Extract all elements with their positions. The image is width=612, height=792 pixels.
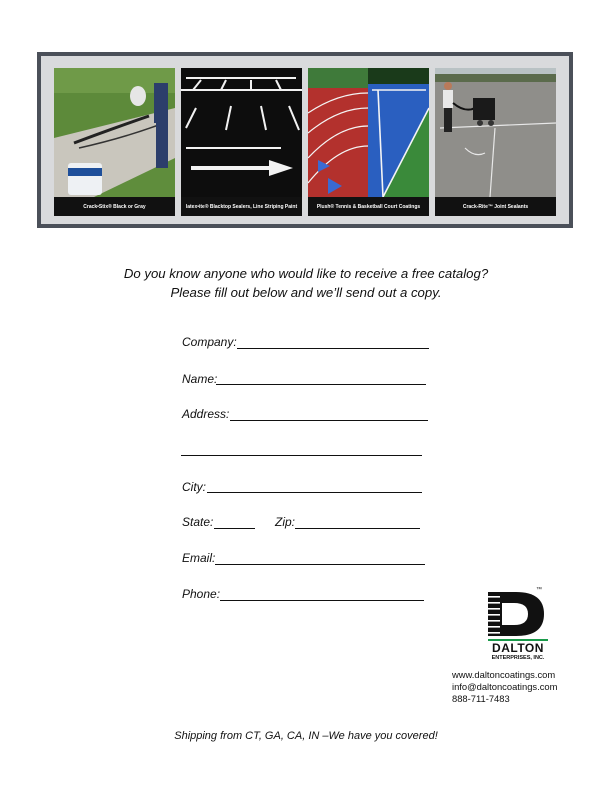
contact-email[interactable]: info@daltoncoatings.com <box>452 681 558 692</box>
panel-crack-rite <box>435 68 556 216</box>
headline-line1: Do you know anyone who would like to receive a free catalog? <box>123 266 489 281</box>
crack-filler-photo <box>54 68 175 197</box>
panel-caption: Plush® Tennis & Basketball Court Coatings <box>308 197 429 216</box>
headline-line2: Please fill out below and we’ll send out a copy. <box>170 285 442 300</box>
dalton-logo <box>486 587 550 662</box>
name-field[interactable] <box>216 384 426 385</box>
phone-label: Phone: <box>182 587 221 601</box>
zip-field[interactable] <box>295 528 420 529</box>
panel-caption: latex•ite® Blacktop Sealers, Line Striping Paint <box>181 197 302 216</box>
product-banner <box>37 52 573 228</box>
panel-plush <box>308 68 429 216</box>
company-field[interactable] <box>237 348 429 349</box>
email-label: Email: <box>182 551 216 565</box>
panel-crack-stix <box>54 68 175 216</box>
state-label: State: <box>182 515 214 529</box>
banner-inner <box>41 56 569 224</box>
logo-sub: ENTERPRISES, INC. <box>491 655 545 661</box>
logo-tm: ™ <box>536 587 542 593</box>
zip-label: Zip: <box>275 515 296 529</box>
phone-field[interactable] <box>220 600 424 601</box>
address-label: Address: <box>182 407 230 421</box>
city-label: City: <box>182 480 206 494</box>
joint-sealant-photo <box>435 68 556 197</box>
company-label: Company: <box>182 335 237 349</box>
logo-name: DALTON <box>492 641 544 655</box>
panel-caption: Crack-Rite™ Joint Sealants <box>435 197 556 216</box>
court-coatings-photo <box>308 68 429 197</box>
footer-shipping: Shipping from CT, GA, CA, IN –We have you covered! <box>174 730 438 742</box>
name-label: Name: <box>182 372 218 386</box>
address-line2-field[interactable] <box>181 455 422 456</box>
panel-latexite <box>181 68 302 216</box>
panel-caption: Crack•Stix® Black or Gray <box>54 197 175 216</box>
state-field[interactable] <box>214 528 255 529</box>
contact-phone: 888-711-7483 <box>452 693 510 704</box>
dalton-d-mark <box>486 590 550 638</box>
city-field[interactable] <box>207 492 422 493</box>
email-field[interactable] <box>215 564 425 565</box>
contact-web[interactable]: www.daltoncoatings.com <box>452 669 556 680</box>
blacktop-striping-photo <box>181 68 302 197</box>
address-field[interactable] <box>230 420 428 421</box>
